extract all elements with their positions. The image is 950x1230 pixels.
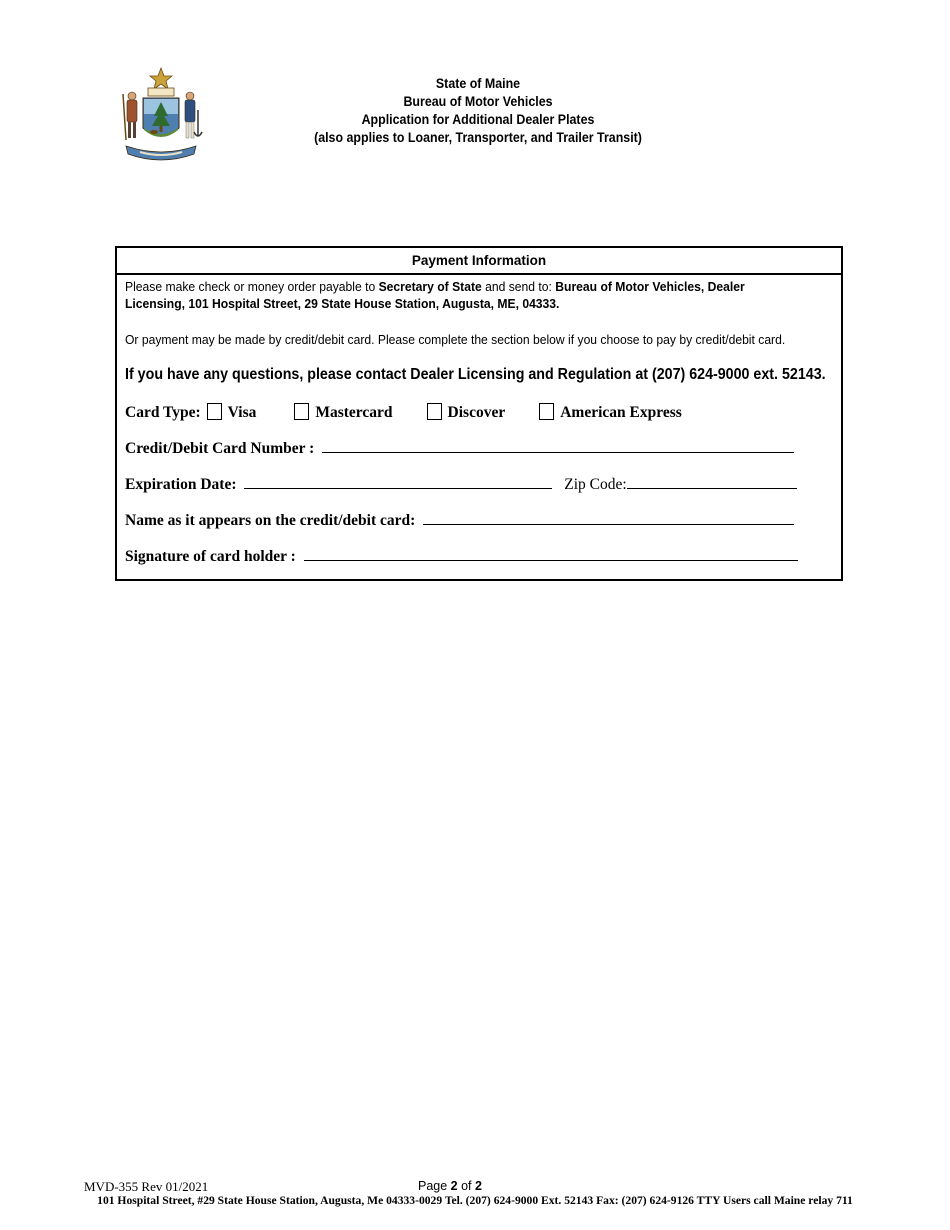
header-form-subtitle: (also applies to Loaner, Transporter, and Trailer Transit) xyxy=(314,130,642,145)
instruction-mid: and send to: xyxy=(481,279,556,294)
mailing-address-line1: Bureau of Motor Vehicles, Dealer xyxy=(555,279,745,294)
discover-checkbox[interactable] xyxy=(427,403,442,420)
state-seal-icon xyxy=(118,66,204,166)
cardholder-name-row xyxy=(125,509,794,530)
card-type-label: Card Type: xyxy=(125,404,201,421)
american-express-checkbox[interactable] xyxy=(539,403,554,420)
card-payment-note: Or payment may be made by credit/debit card. Please complete the section below if you choose to pay by credit/debit card. xyxy=(125,332,786,347)
expiration-zip-row xyxy=(125,473,797,494)
cardholder-name-label: Name as it appears on the credit/debit card: xyxy=(125,512,416,529)
header-form-title: Application for Additional Dealer Plates xyxy=(361,112,595,127)
page-number xyxy=(418,1179,482,1193)
card-number-label: Credit/Debit Card Number : xyxy=(125,440,315,457)
payment-section-title: Payment Information xyxy=(117,248,841,275)
mastercard-checkbox[interactable] xyxy=(294,403,309,420)
footer-contact-line: 101 Hospital Street, #29 State House Station, Augusta, Me 04333-0029 Tel. (207) 624-9000 Ext. 52143 Fax: (207) 624-9126 TTY Users call Maine relay 711 xyxy=(97,1194,853,1207)
signature-row xyxy=(125,545,798,566)
mailing-address-line2: Licensing, 101 Hospital Street, 29 State House Station, Augusta, ME, 04333. xyxy=(125,296,560,311)
form-revision: MVD-355 Rev 01/2021 xyxy=(84,1179,209,1194)
page-total: 2 xyxy=(475,1179,482,1193)
cardholder-name-field[interactable] xyxy=(423,509,794,525)
zip-code-field[interactable] xyxy=(627,473,797,489)
american-express-label: American Express xyxy=(560,404,682,421)
signature-field[interactable] xyxy=(304,545,798,561)
mastercard-label: Mastercard xyxy=(315,404,393,421)
contact-information: If you have any questions, please contact Dealer Licensing and Regulation at (207) 624-9000 ext. 52143. xyxy=(125,366,826,383)
visa-checkbox[interactable] xyxy=(207,403,222,420)
instruction-prefix: Please make check or money order payable to xyxy=(125,279,379,294)
page-mid: of xyxy=(457,1179,475,1193)
discover-label: Discover xyxy=(447,404,506,421)
card-number-row xyxy=(125,437,794,458)
card-type-row xyxy=(125,403,682,422)
page-prefix: Page xyxy=(418,1179,451,1193)
zip-code-label: Zip Code: xyxy=(564,476,627,493)
payment-information-section xyxy=(115,246,843,581)
visa-label: Visa xyxy=(227,404,257,421)
page-current: 2 xyxy=(450,1179,458,1193)
payee-name: Secretary of State xyxy=(378,279,482,294)
expiration-date-field[interactable] xyxy=(244,473,552,489)
card-number-field[interactable] xyxy=(322,437,794,453)
document-header xyxy=(259,75,697,147)
header-state: State of Maine xyxy=(435,76,521,91)
payment-instructions xyxy=(125,278,745,312)
header-bureau: Bureau of Motor Vehicles xyxy=(403,94,553,109)
signature-label: Signature of card holder : xyxy=(125,548,296,565)
expiration-date-label: Expiration Date: xyxy=(125,476,237,493)
